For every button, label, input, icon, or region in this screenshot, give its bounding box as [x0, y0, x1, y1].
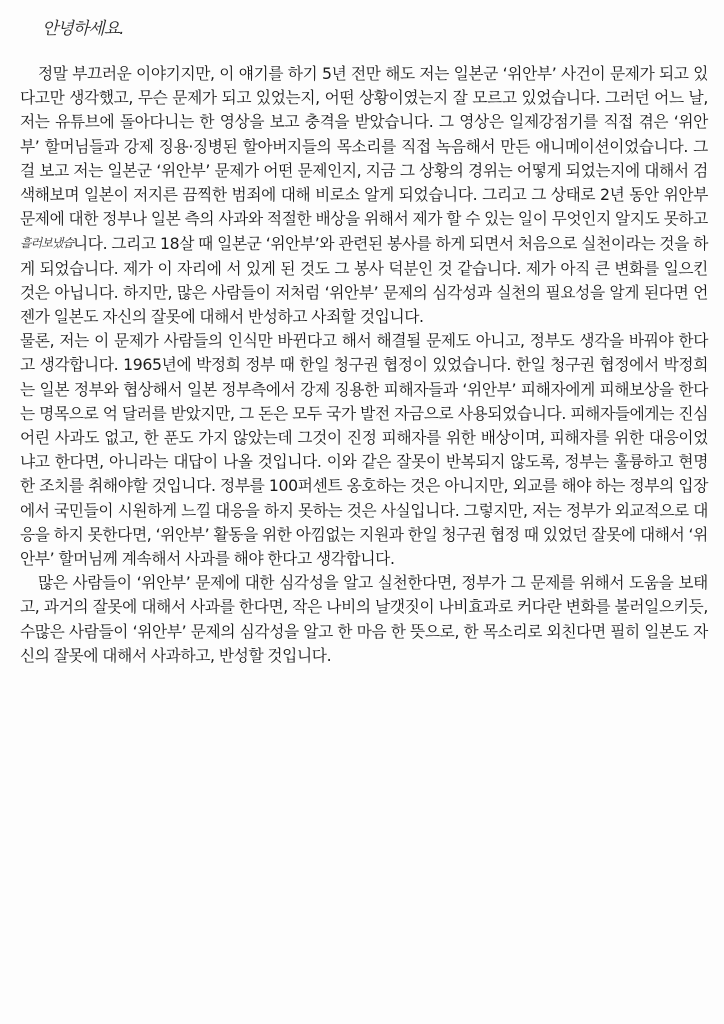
paragraph-3: 많은 사람들이 ‘위안부’ 문제에 대한 심각성을 알고 실천한다면, 정부가 그 문제를 위해서 도움을 보태고, 과거의 잘못에 대해서 사과를 한다면, 작은 나비의 날갯짓이 나비효과로 커다란 변화를 불러일으키듯, 수많은 사람들이 ‘위안부’ 문제의 심각성을 알고 한 마음 한 뜻으로, 한 목소리로 외친다면 필히 일본도 자신의 잘못에 대해서 사과하고, 반성할 것입니다.: [20, 573, 708, 665]
handwritten-greeting: 안녕하세요.: [42, 19, 124, 39]
paragraph-1-text: 정말 부끄러운 이야기지만, 이 얘기를 하기 5년 전만 해도 저는 일본군 ‘위안부’ 사건이 문제가 되고 있다고만 생각했고, 무슨 문제가 되고 있었는지, 어떤 상황이였는지 잘 모르고 있었습니다. 그러던 어느 날, 저는 유튜브에 돌아다니는 한 영상을 보고 충격을 받았습니다. 그 영상은 일제강점기를 직접 겪은 ‘위안부’ 할머님들과 강제 징용·징병된 할아버지들의 목소리를 직접 녹음해서 만든 애니메이션이었습니다. 그걸 보고 저는 일본군 ‘위안부’ 문제가 어떤 문제인지, 지금 그 상황의 경위는 어떻게 되었는지에 대해서 검색해보며 일본이 저지른 끔찍한 범죄에 대해 비로소 알게 되었습니다. 그리고 그 상태로 2년 동안 위안부 문제에 대한 정부나 일본 측의 사과와 적절한 배상을 위해서 제가 할 수 있는 일이 무엇인지 알지도 못하고: [20, 64, 708, 229]
paragraph-1: [20, 62, 708, 329]
paragraph-2: 물론, 저는 이 문제가 사람들의 인식만 바뀐다고 해서 해결될 문제도 아니고, 정부도 생각을 바꿔야 한다고 생각합니다. 1965년에 박정희 정부 때 한일 청구권 협정이 있었습니다. 한일 청구권 협정에서 박정희는 일본 정부와 협상해서 일본 정부측에서 강제 징용한 피해자들과 ‘위안부’ 피해자에게 피해보상을 한다는 명목으로 억 달러를 받았지만, 그 돈은 모두 국가 발전 자금으로 사용되었습니다. 피해자들에게는 진심 어린 사과도 없고, 한 푼도 가지 않았는데 그것이 진정 피해자를 위한 배상이며, 피해자를 위한 대응이었냐고 한다면, 아니라는 대답이 나올 것입니다. 이와 같은 잘못이 반복되지 않도록, 정부는 훌륭하고 현명한 조치를 취해야할 것입니다. 정부를 100퍼센트 옹호하는 것은 아니지만, 외교를 해야 하는 정부의 입장에서 국민들이 시원하게 느낄 대응을 하지 못하는 것은 사실입니다. 그렇지만, 저는 정부가 외교적으로 대응을 하지 못한다면, ‘위안부’ 활동을 위한 아낌없는 지원과 한일 청구권 협정 때 있었던 잘못에 대해서 ‘위안부’ 할머님께 계속해서 사과를 해야 한다고 생각합니다.: [20, 331, 708, 569]
handwritten-insertion: 흘러보냈습: [20, 236, 73, 251]
essay-body: [20, 62, 708, 668]
paragraph-1-text-continued: 니다. 그리고 18살 때 일본군 ‘위안부’와 관련된 봉사를 하게 되면서 처음으로 실천이라는 것을 하게 되었습니다. 제가 이 자리에 서 있게 된 것도 그 봉사 덕분인 것 같습니다. 제가 아직 큰 변화를 일으킨 것은 아닙니다. 하지만, 많은 사람들이 저처럼 ‘위안부’ 문제의 심각성과 실천의 필요성을 알게 된다면 언젠가 일본도 자신의 잘못에 대해서 반성하고 사죄할 것입니다.: [20, 234, 708, 327]
